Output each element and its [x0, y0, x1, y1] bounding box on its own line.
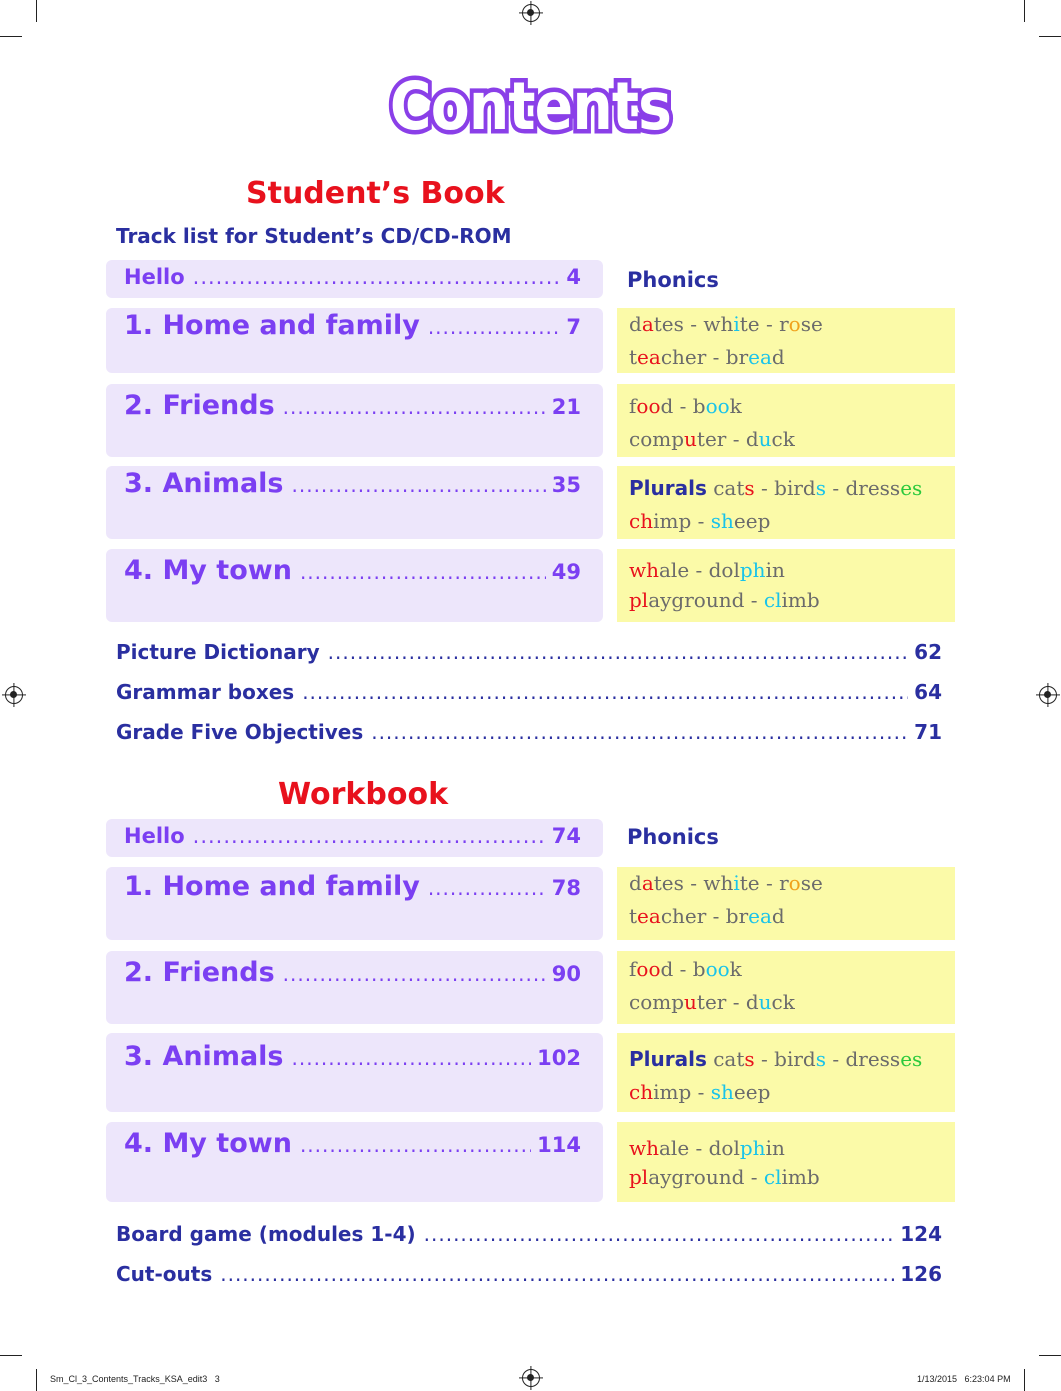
crop-mark [1024, 1369, 1025, 1391]
crop-mark [1024, 0, 1025, 22]
wb-phonics-box-2: food - book computer - duck [617, 951, 955, 1024]
sb-phonics-box-3: Plurals cats - birds - dresses chimp - sheep [617, 466, 955, 539]
footer-timestamp: 1/13/2015 6:23:04 PM [917, 1374, 1011, 1384]
page-number: 49 [551, 560, 581, 584]
sb-phonics-heading: Phonics [627, 268, 719, 292]
entry-label: 4. My town [124, 555, 292, 586]
crop-mark [1039, 36, 1061, 37]
crop-mark [0, 1355, 22, 1356]
page-number: 71 [914, 720, 942, 744]
entry-label: Hello [124, 265, 185, 289]
page-number: 124 [900, 1222, 942, 1246]
sb-phonics-box-1: dates - white - rose teacher - bread [617, 308, 955, 373]
wb-extra-row[interactable] [116, 1262, 942, 1286]
wb-phonics-box-4: whale - dolphin playground - climb [617, 1122, 955, 1202]
entry-label: 3. Animals [124, 468, 284, 499]
sb-phonics-box-4: whale - dolphin playground - climb [617, 549, 955, 622]
plurals-label: Plurals [629, 476, 707, 500]
entry-label: 1. Home and family [124, 310, 420, 341]
wb-unit-2-row[interactable] [106, 951, 603, 1024]
page-number: 64 [914, 680, 942, 704]
page-title: Contents [389, 68, 672, 145]
sb-unit-4-row[interactable] [106, 549, 603, 622]
crop-mark [36, 1369, 37, 1391]
page-number: 62 [914, 640, 942, 664]
entry-label: 3. Animals [124, 1041, 284, 1072]
entry-label: Board game (modules 1-4) [116, 1222, 416, 1246]
page-number: 114 [537, 1133, 581, 1157]
plurals-label: Plurals [629, 1047, 707, 1071]
page-number: 102 [537, 1046, 581, 1070]
entry-label: 2. Friends [124, 390, 275, 421]
sb-unit-3-row[interactable] [106, 466, 603, 539]
wb-hello-row[interactable] [106, 819, 603, 857]
sb-extra-row[interactable] [116, 720, 942, 744]
page-number: 74 [551, 824, 581, 848]
page-number: 7 [566, 315, 581, 339]
sb-unit-1-row[interactable] [106, 308, 603, 373]
entry-label: Cut-outs [116, 1262, 213, 1286]
sb-hello-row[interactable] [106, 260, 603, 298]
sb-extra-row[interactable] [116, 680, 942, 704]
track-list-heading: Track list for Student’s CD/CD-ROM [116, 224, 512, 248]
page-number: 78 [551, 876, 581, 900]
wb-phonics-box-1: dates - white - rose teacher - bread [617, 867, 955, 940]
entry-label: 4. My town [124, 1128, 292, 1159]
entry-label: Hello [124, 824, 185, 848]
entry-label: Grammar boxes [116, 680, 295, 704]
registration-mark-icon [1039, 686, 1057, 704]
wb-unit-1-row[interactable] [106, 867, 603, 940]
footer-filename: Sm_Cl_3_Contents_Tracks_KSA_edit3 3 [50, 1374, 220, 1384]
page-number: 90 [551, 962, 581, 986]
sb-phonics-box-2: food - book computer - duck [617, 384, 955, 457]
sb-extra-row[interactable] [116, 640, 942, 664]
workbook-heading: Workbook [278, 777, 449, 812]
registration-mark-icon [5, 686, 23, 704]
entry-label: 2. Friends [124, 957, 275, 988]
wb-phonics-heading: Phonics [627, 825, 719, 849]
wb-extra-row[interactable] [116, 1222, 942, 1246]
crop-mark [36, 0, 37, 22]
registration-mark-icon [522, 4, 540, 22]
page-number: 21 [551, 395, 581, 419]
page-number: 126 [900, 1262, 942, 1286]
crop-mark [0, 36, 22, 37]
page-number: 4 [566, 265, 581, 289]
students-book-heading: Student’s Book [246, 176, 505, 211]
wb-phonics-box-3: Plurals cats - birds - dresses chimp - sheep [617, 1033, 955, 1112]
entry-label: 1. Home and family [124, 871, 420, 902]
entry-label: Grade Five Objectives [116, 720, 364, 744]
crop-mark [1039, 1355, 1061, 1356]
page-number: 35 [551, 473, 581, 497]
wb-unit-4-row[interactable] [106, 1122, 603, 1202]
entry-label: Picture Dictionary [116, 640, 320, 664]
wb-unit-3-row[interactable] [106, 1033, 603, 1112]
registration-mark-icon [522, 1369, 540, 1387]
sb-unit-2-row[interactable] [106, 384, 603, 457]
